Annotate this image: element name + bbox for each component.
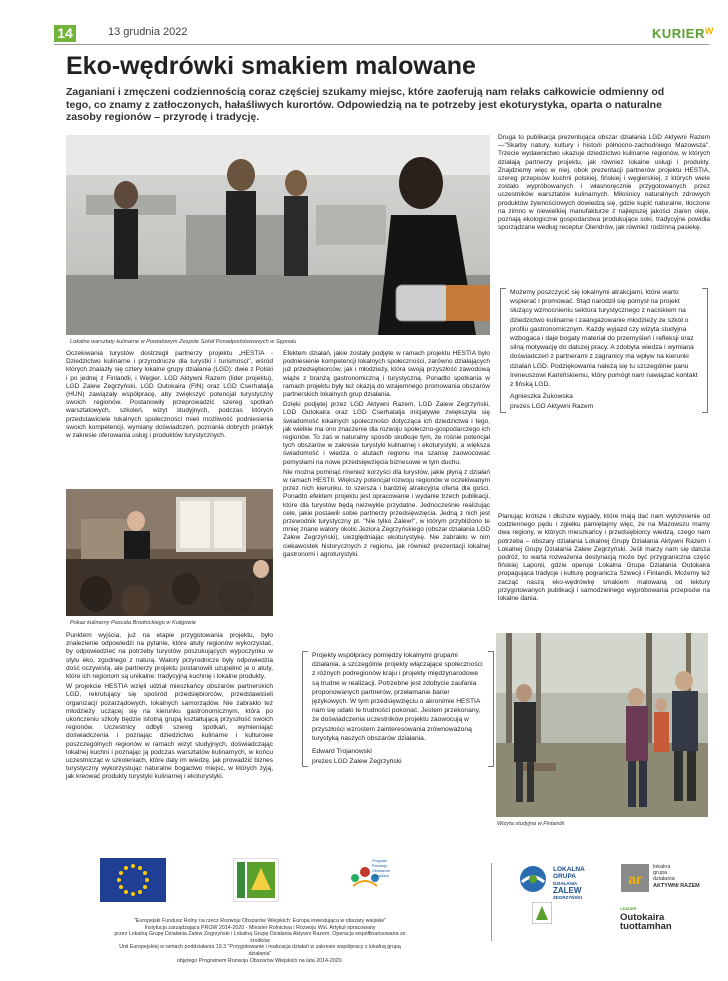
outokaira-line-2: tuottamhan [620,921,672,932]
middle-column-text [283,350,490,561]
cooking-show-image [66,489,273,616]
masthead-logo [652,26,714,41]
left-column-intro-text: Oczekiwania turystów dostrzegli partnerzy projektu „HESTIA - Dziedzictwo kulinarne i przyrodnicze dla turystki i turismosci", wśród których znalazły się cztery lokalne grupy działania (LGD): dwie z Polski i po jednej z Finlandii, i Węgier. LGD Aktywni Razem (lider projektu), LGD Zalew Zegrzyński, LGD Outokaira (FIN) oraz LGD Cserhatalja (HUN) zawiązały współpracę, aby zwiększyć potencjał turystyczny swoich regionów. Postanowiły przeprowadzić szereg spotkań warsztatowych, szkoleń, wizyt studyjnych, podczas których przedstawiciele lokalnych społeczności mieli możliwość podniesienia swoich kompetencji, wymiany doświadczeń, poznania dobrych praktyk w zakresie oferowania usług i produktów turystycznych. [66,350,273,440]
outokaira-logo [620,904,672,931]
lgd-ar-line-1: lokalna [653,864,671,870]
kitchen-workshop-image [66,135,490,335]
lgd-zalew-line-4: ZALEW [553,886,582,895]
outokaira-tag: LEADER [620,906,637,911]
footer-divider [491,863,492,941]
funding-notice [110,918,410,964]
quote-text: Projekty współpracy pomiędzy lokalnymi grupami działania, a szczególnie projekty włączające społeczności z różnych podregionów kraju i projekty międzynarodowe są trudne w realizacji. Potrzebne jest zdobycie zaufania proponowanych partnerów, przełamanie barier językowych. W tym przedsięwzięciu o akronimie HESTIA nam się udało te trudności pokonać. Jestem przekonany, że doświadczenia uczestników projektu zaowocują w przyszłości wzrostem zainteresowania zrównoważoną turystyką naszych obszarów działania. [312,652,483,742]
quote-author-role: prezes LGD Aktywni Razem [510,403,594,411]
quote-author-role: prezes LGD Zalew Zegrzyński [312,758,402,766]
left-paragraph-1: Punktem wyjścia, już na etapie przygotowania projektu, było znalezienie odpowiedzi na pytanie, które atuty regionów wykorzystać, by odpowiedzieć na potrzeby turystów poszukujących wypoczynku w stylu eko, zgodnego z naturą. Walory przyrodnicze były odpowiedzia dość oczywistą, ale partnerzy projektu postanowili uzupełnić je o atuty, które ich regionom są unikalne: tradycyjną kuchnię i lokalne produkty. [66,632,273,681]
lgd-zalew-logo-icon [518,864,548,894]
brand-name: KURIER [652,26,705,41]
lgd-ar-line-2: grupa [653,870,668,877]
funding-line-2: Instytucja zarządzająca PROW 2014-2020 - Minister Rolnictwa i Rozwoju Wsi. Artykuł opracowany [144,924,376,931]
lgd-aktywni-razem-logo-icon [621,864,649,892]
leader-small-icon [532,902,552,924]
quote-author: Edward Trojanowski [312,748,372,756]
issue-date: 13 grudnia 2022 [108,26,188,38]
prow-logo-line-3: Obszarów [372,868,391,873]
eu-flag-icon [100,858,166,902]
quote-text: Możemy poszczycić się lokalnymi atrakcjami, które warto wspierać i promować. Stąd narodził się pomysł na projekt służący wzmocnieniu sektora turystycznego z naciskiem na dziedzictwo kulinarne i zaangażowanie młodzieży ze szkół o profilu gastronomicznym. Każdy wyjazd czy wizyta studyjna wzbogaca i daje bogaty materiał do przemyśleń i refleksji oraz silną motywację do dalszej pracy. A zdobyta wiedza i wymiana doświadczeń z partnerami z zagranicy ma wpływ na kierunki działań LGD. Podziękowania należą się tu szczególnie panu Ireneuszowi Kamińskiemu, który pomógł nam nawiązać kontakt z fińską LGD. [510,289,698,389]
lgd-ar-line-3: działania [653,876,675,883]
outokaira-line-1: Outokaira [620,912,665,923]
header-divider [54,44,709,45]
quote-zukowska [510,288,698,413]
prow-logo-text [372,858,390,878]
quote-bracket-right [702,288,708,413]
lgd-zalew-line-1: LOKALNA [553,866,585,873]
page-number: 14 [54,25,76,42]
right-column-closing-text: Planując krótsze i dłuższe wypady, które mają dać nam wytchnienie od codziennego pędu i zgiełku pamiętajmy więc, że na Mazowszu mamy dwa regiony, w których mieszkańcy i przedsiębiorcy wiedzą, czego nam potrzeba – obszary działania Lokalnej Grupy Działania Aktywni Razem i Lokalnej Grupy Działania Zalew Zegrzyński. Jeśli marzy nam się dalsza podróż, to warta rozważenia destynacją może być przygraniczna część fińskiej Laponii, gdzie operuje Lokalna Grupa Działania Outokaira propagująca tradycje i kulturę pogranicza Szwecji i Finlandii. Możemy też zacząć naszą eko-wędrówkę smakiem malowaną od lektury przygotowanych publikacji i samodzielnego wypróbowania przepisów na lokalne dania. [498,513,710,603]
lgd-ar-line-4: AKTYWNI RAZEM [653,882,700,889]
left-column-main-text [66,632,273,784]
middle-paragraph-1: Efektem działań, jakie zostały podjęte w ramach projektu HESTIA było podniesienie kompetencji lokalnych społeczności, zarówno działających już przedsiębiorców, jak i młodzieży, która swoją przyszłość zawodową wiąże z branżą gastronomiczną i turystyczną. Ponadto spotkania w ramach projektu były też okazją do wzajemnego promowania obszarów partnerskich lokalnych grup działania. [283,350,490,399]
lgd-zalew-line-5: ZEGRZYŃSKI [553,895,583,900]
lgd-zalew-line-2: GRUPA [553,873,576,880]
middle-paragraph-3: Nie można pominąć również korzyści dla turystów, jakie płyną z działań w ramach HESTII. Większy potencjał rozwoju regionów w oczekiwanym przez nich kierunku, to szersza i bardziej atrakcyjna oferta dla gości. Ponadto efektem projektu jest opracowanie i wydanie trzech publikacji, które dla turystów będą niezwykle przydatne. Jednocześnie realizując cele, jakie postawili sobie partnerzy przedsięwzięcia. Jedną z nich jest przewodnik turystyczny pt. "Nie tylko Zalew!", w którym przybliżono te mniej znane walory okolic Jeziora Zegrzyńskiego (obszar działania LGD Zalew Zegrzyński), uwzględniając ekoturystykę. Nie zabrakło w nim ciekawostek historycznych z regionu, jak również prezentacji lokalnej gastronomi i agroturystyki. [283,468,491,558]
lgd-zalew-line-3: DZIAŁANIA [553,881,578,886]
caption-cooking-show: Pokaz kulinarny Pascala Brodnickiego w Kuligowie [70,620,196,626]
funding-line-3: przez Lokalną Grupę Działania Zalew Zegrzyński i Lokalną Grupę Działania Aktywni Razem. Operacja współfinansowana ze środków [114,931,406,944]
article-title: Eko-wędrówki smakiem malowane [66,52,476,80]
quote-trojanowski [312,651,484,767]
photo-study-visit [496,633,708,817]
quote-bracket-left [500,288,506,413]
funding-line-4: Unii Europejskiej w ramach poddziałania 19.3 "Przygotowanie i realizacja działań w zakresie współpracy z lokalną grupą działania" [119,944,401,957]
brand-mark: W [704,26,714,36]
svg-text:ar: ar [628,871,642,887]
middle-paragraph-2: Dzięki podjętej przez LGD Aktywni Razem, LGD Zalew Zegrzyński, LGD Outokaira oraz LGD Cserhatalja inicjatywie zwiększyła się świadomość lokalnych społeczności dotycząca ich dziedzictwa i tego, jak wielkie ma ono znaczenie dla rozwoju społeczno-gospodarczego ich regionów. To zaś w naturalny sposób skutkuje tym, że rośnie potencjał tych obszarów w zakresie turystyki kulinarnej i ekoturystyki, a większa świadomość i wiedza o atutach regionu ma szansę zaowocować pomysłami na nowe przedsięwzięcia biznesowe w tym duchu. [283,401,490,466]
funding-line-1: "Europejski Fundusz Rolny na rzecz Rozwoju Obszarów Wiejskich: Europa inwestująca w obszary wiejskie" [133,918,387,924]
prow-logo-line-2: Rozwoju [372,863,388,868]
quote-bracket-right [488,651,494,767]
article-lead: Zaganiani i zmęczeni codziennością coraz częściej szukamy miejsc, które zaoferują nam relaks całkowicie odmienny od tego, co znamy z zatłoczonych, hałaśliwych kurortów. Odpowiedzią na te potrzeby jest ekoturystyka, oparta o naturalne zasoby regionów – przyrodę i tradycję. [66,86,665,124]
quote-author: Agnieszka Żukowska [510,393,573,401]
lgd-zalew-logo-text [553,866,585,901]
leader-logo-icon [233,858,279,902]
caption-kitchen-workshop: Lokalne warsztaty kulinarne w Powiatowym Zespole Szkół Ponadpodstawowych w Sępnolu [70,339,297,345]
prow-logo-line-4: Wiejskich [372,873,389,878]
lgd-aktywni-razem-logo-text [653,864,700,889]
right-column-top-text: Druga to publikacja prezentująca obszar działania LGD Aktywni Razem—"Skarby natury, kultury i historii północno-zachodniego Mazowsza". Trzecie wydawnictwo ukazuje dziedzictwo kulinarne regionów, w których działają partnerzy projektu, jak również lokalne usługi i produkty. Znajdziemy więc w niej, obok prezentacji partnerów projektu HESTIA, szereg przepisów kuchni polskiej, fińskiej i węgierskiej, z których wiele zostało wypróbowanych i własnoręcznie przygotowanych przez uczestników warsztatów kulinarnych. Miłośnicy naturalnych zdrowych produktów żywnościowych dowiedzą się, gdzie kupić naturalne, tłoczone na zimno w niewielkiej manufakturze z najlepszej jakości ziaren oleje, poznają ekologiczne gospodarstwa produkujące soki, tradycyjne powidła sporządzane według receptur Olendrów, jak również rodzinną pasiekę. [498,134,710,232]
prow-logo-line-1: Program [372,858,388,863]
funding-line-5: objętego Programem Rozwoju Obszarów Wiejskich na lata 2014-2020. [176,957,344,964]
photo-cooking-show [66,489,273,616]
quote-bracket-left [302,651,308,767]
left-paragraph-2: W projekcie HESTIA wzięli udział mieszkańcy obszarów partnerskich LGD, rekrutujący się spośród przedsiębiorców, przedstawicieli organizacji pozarządowych, lokalnych samorządów. Nie zabrakło też młodzieży uczącej się na kierunku gastronomicznym, która po ukończeniu szkoły będzie istotną grupą kształtującą przyszłość swoich regionów. Uczestnicy odbyli szereg spotkań, wymieniając doświadczenia i poznając dziedzictwo kulinarne i kulturowe poszczególnych regionów w ramach wizyt studyjnych, doświadczając lokalnej kuchni i poznając ją podczas warsztatów kulinarnych, w końcu uczestnicząc w szkoleniach, które daly im wiedzę, jak prowadzić biznes turystyczny wykorzystując naturalne bogactwo miejsc, w których żyją, jak kreować produkty turystyki kulinarnej i ekoturystyki. [66,683,273,781]
study-visit-image [496,633,708,817]
page-header [0,0,728,44]
photo-kitchen-workshop [66,135,490,335]
caption-study-visit: Wizyta studyjna w Finlandii [497,821,565,827]
